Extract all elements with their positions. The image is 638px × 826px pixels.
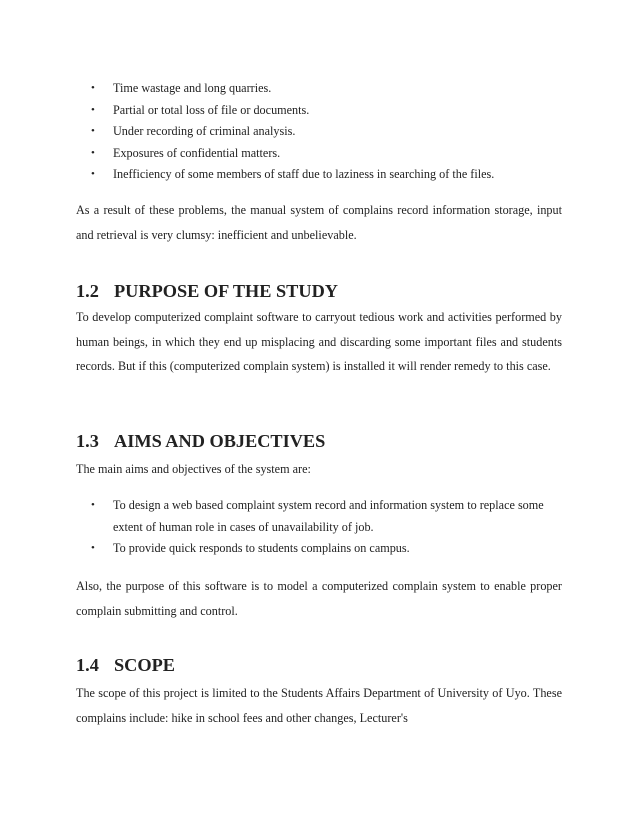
bullet-icon: • — [91, 499, 95, 511]
aims-closing-paragraph: Also, the purpose of this software is to model a computerized complain system to enable proper complain submitting and control. — [76, 579, 562, 618]
bullet-icon: • — [91, 103, 95, 116]
section-number: 1.3 — [76, 431, 99, 451]
section-number: 1.4 — [76, 655, 99, 675]
list-item: • Partial or total loss of file or documents. — [76, 100, 562, 122]
section-number: 1.2 — [76, 281, 99, 301]
scope-paragraph: The scope of this project is limited to the Students Affairs Department of University of Uyo. These complains include: hike in school fees and other changes, Lecturer's — [76, 686, 562, 725]
list-item: • To design a web based complaint system record and information system to replace some extent of human role in cases of unavailability of job. — [76, 495, 562, 538]
section-title: PURPOSE OF THE STUDY — [114, 281, 338, 301]
aims-intro: The main aims and objectives of the system are: — [76, 462, 311, 476]
bullet-icon: • — [91, 82, 95, 94]
section-heading-1-3 — [76, 433, 562, 449]
bullet-icon: • — [91, 168, 95, 180]
purpose-paragraph: To develop computerized complaint software to carryout tedious work and activities performed by human beings, in which they end up misplacing and discarding some important files and students records. But if this (computerized complain system) is installed it will render remedy to this case. — [76, 310, 562, 374]
section-title: AIMS AND OBJECTIVES — [114, 431, 326, 451]
list-item: • To provide quick responds to students complains on campus. — [76, 538, 562, 560]
aims-list — [76, 495, 562, 560]
bullet-icon: • — [91, 146, 95, 159]
problem-list — [76, 78, 562, 186]
list-item: • Exposures of confidential matters. — [76, 143, 562, 165]
intro-paragraph: As a result of these problems, the manual system of complains record information storage, input and retrieval is very clumsy: inefficient and unbelievable. — [76, 203, 562, 242]
section-heading-1-2 — [76, 283, 562, 299]
bullet-icon: • — [91, 542, 95, 554]
section-heading-1-4 — [76, 657, 562, 673]
section-title: SCOPE — [114, 655, 175, 675]
list-item: • Time wastage and long quarries. — [76, 78, 562, 100]
list-item: • Under recording of criminal analysis. — [76, 121, 562, 143]
list-item: • Inefficiency of some members of staff due to laziness in searching of the files. — [76, 164, 562, 186]
bullet-icon: • — [91, 125, 95, 137]
